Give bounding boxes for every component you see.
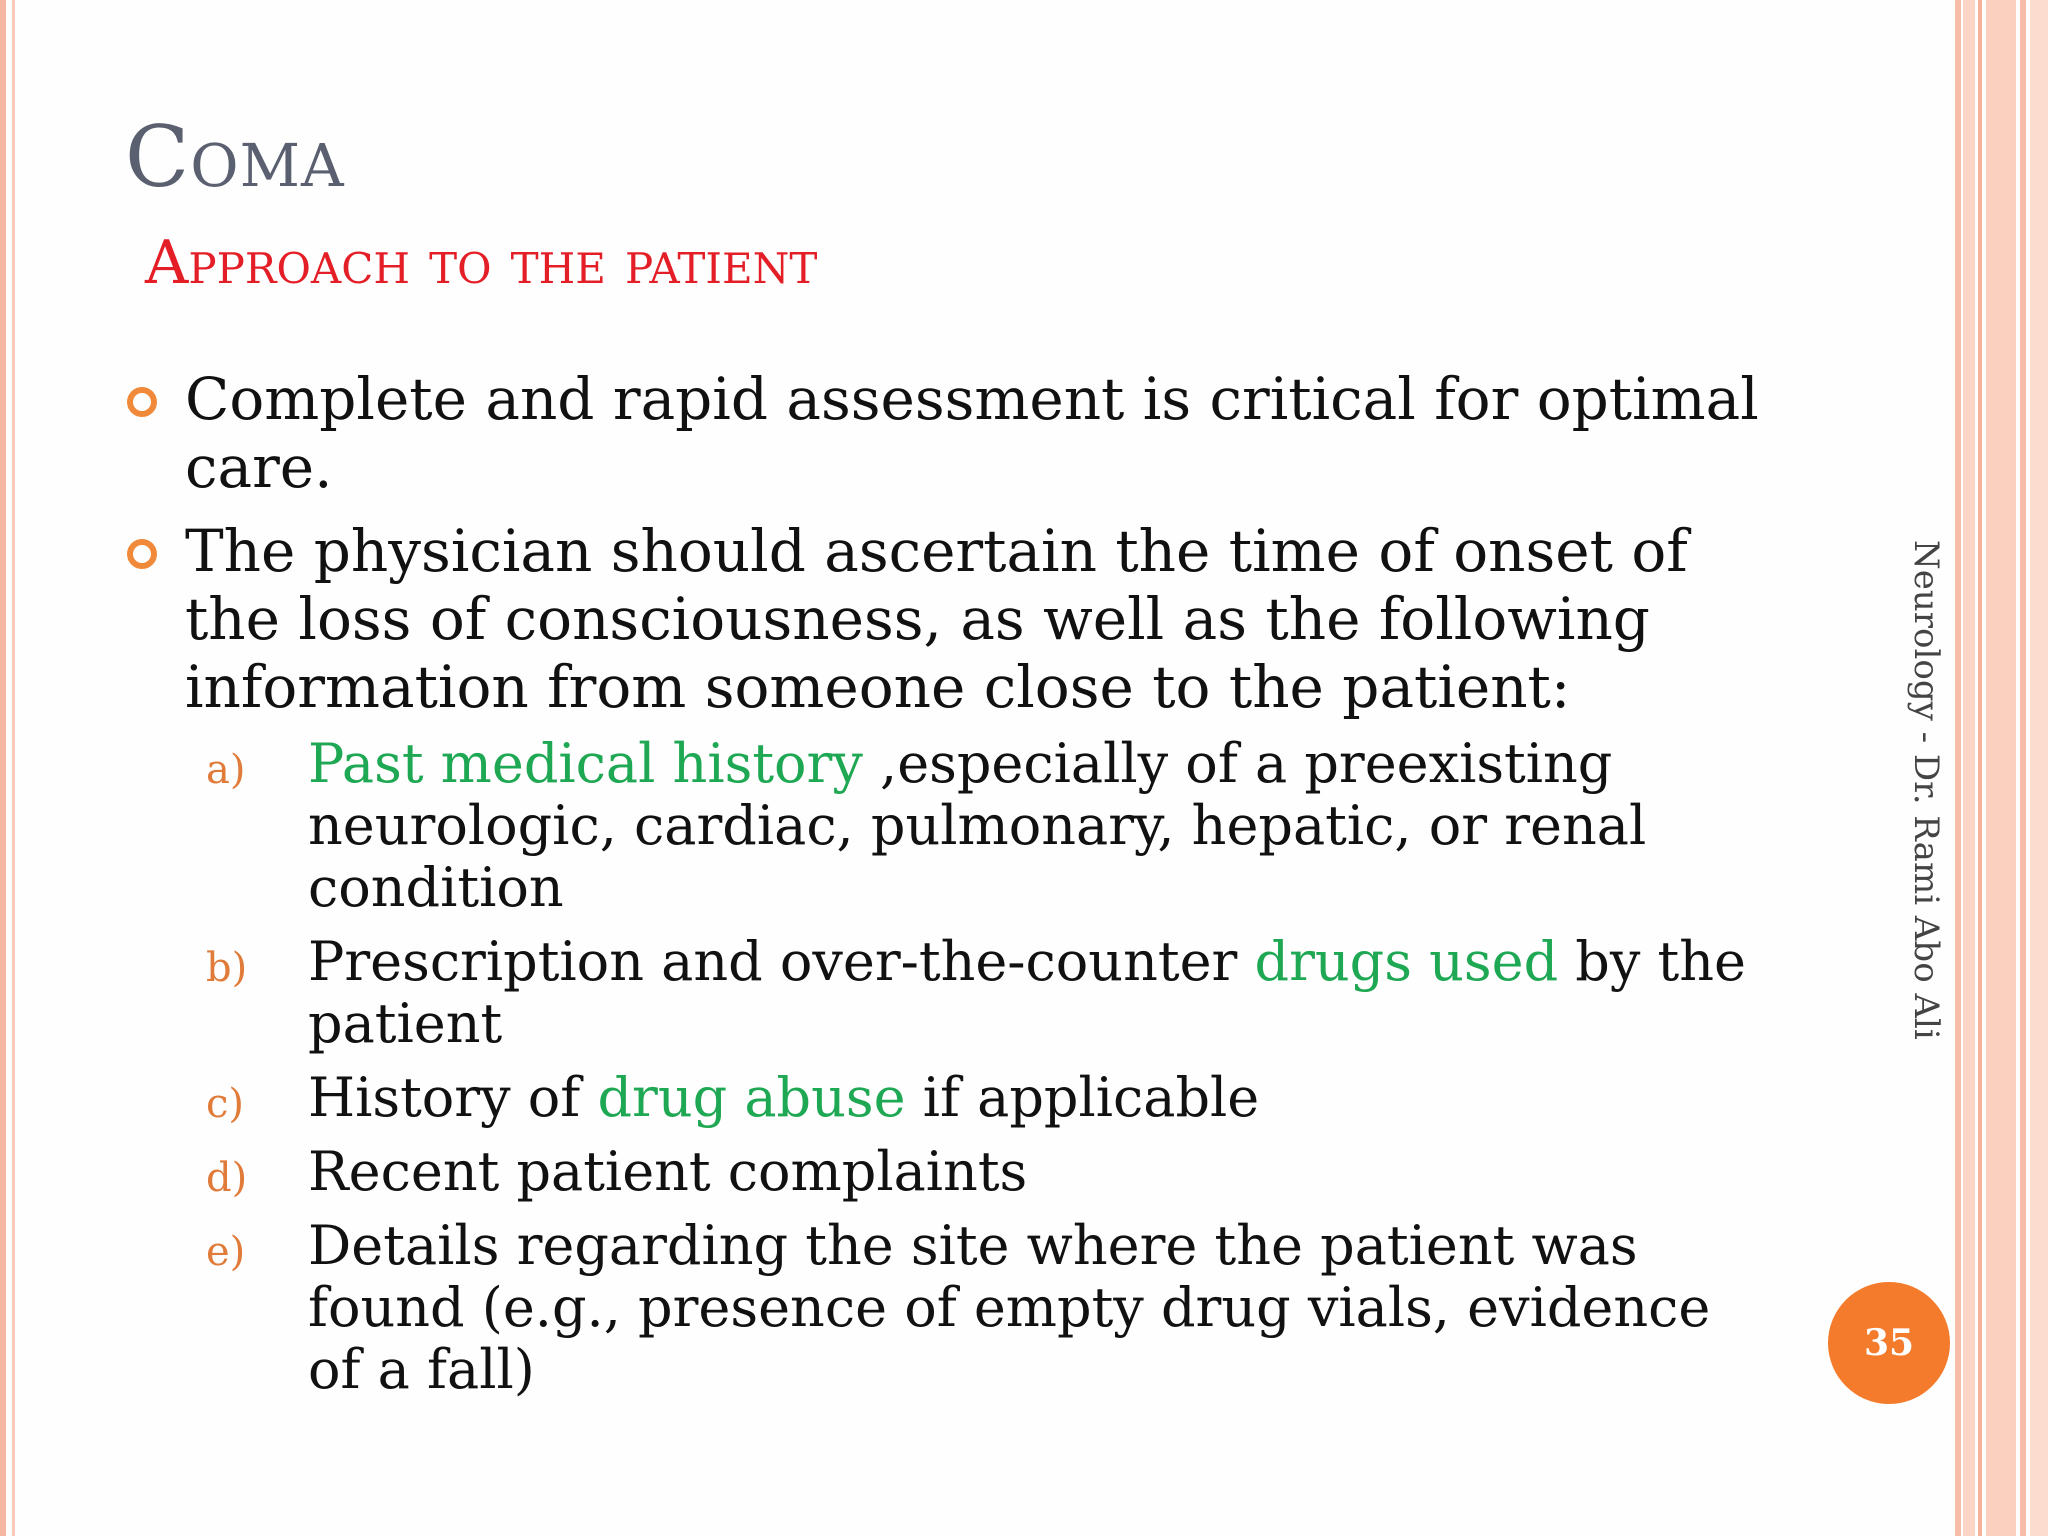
sub-item-text: if applicable [905, 1066, 1260, 1129]
right-decorative-band [1978, 0, 1982, 1536]
bullet-text: Complete and rapid assessment is critical for optimal care. [185, 365, 1759, 501]
page-number-badge: 35 [1828, 1282, 1950, 1404]
bullet-text: The physician should ascertain the time of onset of the loss of consciousness, as well as the following information from someone close to the patient: [185, 517, 1688, 721]
sub-item-text: ,especially of a preexisting neurologic, cardiac, pulmonary, hepatic, or renal condition [308, 732, 1647, 919]
sub-item-text: History of [308, 1066, 598, 1129]
highlighted-text: drug abuse [597, 1066, 906, 1129]
circle-bullet-icon [127, 387, 157, 417]
sub-item-marker: a) [206, 747, 246, 793]
sub-item [200, 733, 1760, 919]
right-decorative-band [1955, 0, 1961, 1536]
sub-item-marker: b) [206, 945, 248, 991]
sub-item-list [200, 733, 1760, 1413]
bullet-item [125, 365, 1765, 501]
left-decorative-stripe [0, 0, 6, 1536]
sub-item-marker: d) [206, 1155, 248, 1201]
sub-item-marker: e) [206, 1229, 246, 1275]
sub-item-text: by the patient [308, 930, 1746, 1055]
right-decorative-band [2020, 0, 2026, 1536]
sub-item [200, 1215, 1760, 1401]
highlighted-text: drugs used [1254, 930, 1559, 993]
sub-item [200, 931, 1760, 1055]
right-decorative-band [2030, 0, 2048, 1536]
right-decorative-band [1963, 0, 1975, 1536]
right-decorative-band [1986, 0, 2016, 1536]
sub-item-marker: c) [206, 1081, 245, 1127]
circle-bullet-icon [127, 539, 157, 569]
sub-item [200, 1141, 1760, 1203]
vertical-footer-text: Neurology - Dr. Rami Abo Ali [1906, 540, 1946, 1040]
slide-subtitle: Approach to the patient [145, 228, 818, 298]
sub-item-text: Recent patient complaints [308, 1140, 1028, 1203]
bullet-item [125, 517, 1765, 721]
slide-title: Coma [125, 108, 345, 206]
sub-item-text: Prescription and over-the-counter [308, 930, 1255, 993]
bullet-list [125, 365, 1765, 737]
sub-item [200, 1067, 1760, 1129]
highlighted-text: Past medical history [308, 732, 863, 795]
sub-item-text: Details regarding the site where the patient was found (e.g., presence of empty drug vials, evidence of a fall) [308, 1214, 1711, 1401]
left-decorative-stripe-thin [12, 0, 15, 1536]
